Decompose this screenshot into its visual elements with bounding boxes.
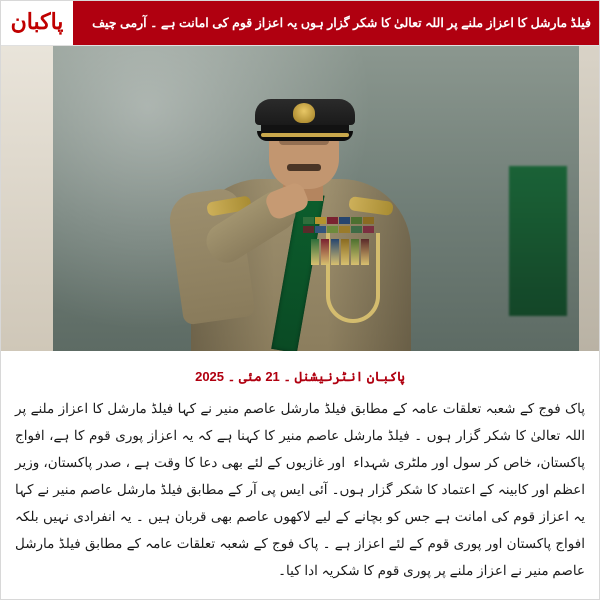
site-logo[interactable] — [1, 1, 73, 45]
headline-text: فیلڈ مارشل کا اعزاز ملنے پر اللہ تعالیٰ کا شکر گزار ہوں یہ اعزاز قوم کی امانت ہے ۔ آرمی چیف — [92, 15, 591, 30]
hero-background-left — [1, 46, 53, 351]
headline-banner — [73, 1, 599, 45]
site-logo-text: پاکبان — [10, 8, 64, 34]
byline: پاکبان انٹرنیشنل ۔ 21 مئی ۔ 2025 — [195, 369, 405, 384]
site-header — [1, 1, 599, 46]
cap-badge-icon — [293, 103, 315, 123]
flag-icon — [509, 166, 567, 316]
ribbon-bar — [303, 217, 379, 233]
cap-braid — [261, 133, 349, 137]
hero-image — [1, 46, 600, 351]
hero-background-right — [579, 46, 600, 351]
mustache — [287, 164, 321, 171]
officer-figure — [151, 101, 451, 351]
medals-group — [311, 239, 381, 265]
article-body: پاک فوج کے شعبہ تعلقات عامہ کے مطابق فیلڈ مارشل عاصم منیر نے کہا فیلڈ مارشل کا اعزاز ملنے پر اللہ تعالیٰ کا شکر گزار ہوں ۔ فیلڈ مارشل عاصم منیر کا کہنا ہے کہ یہ اعزاز پوری قوم کا ہے، افواج پاکستان، خاص کر سول اور ملٹری شہداء ‎ ‎اور غازیوں کے لئے بھی دعا کا وقت ہے ، صدر پاکستان، وزیر اعظم اور کابینہ کے اعتماد کا شکر گزار ہوں۔ آئی ایس پی آر کے مطابق فیلڈ مارشل عاصم منیر نے کہا یہ اعزاز قوم کی امانت ہے جس کو بچانے کے لیے لاکھوں عاصم بھی قربان ہیں ۔ یہ انفرادی نہیں بلکہ افواج پاکستان اور پوری قوم کے لئے اعزاز ہے ۔ پاک فوج کے شعبہ تعلقات عامہ کے مطابق فیلڈ مارشل عاصم منیر نے اعزاز ملنے پر پوری قوم کا شکریہ ادا کیا۔ — [15, 401, 585, 578]
